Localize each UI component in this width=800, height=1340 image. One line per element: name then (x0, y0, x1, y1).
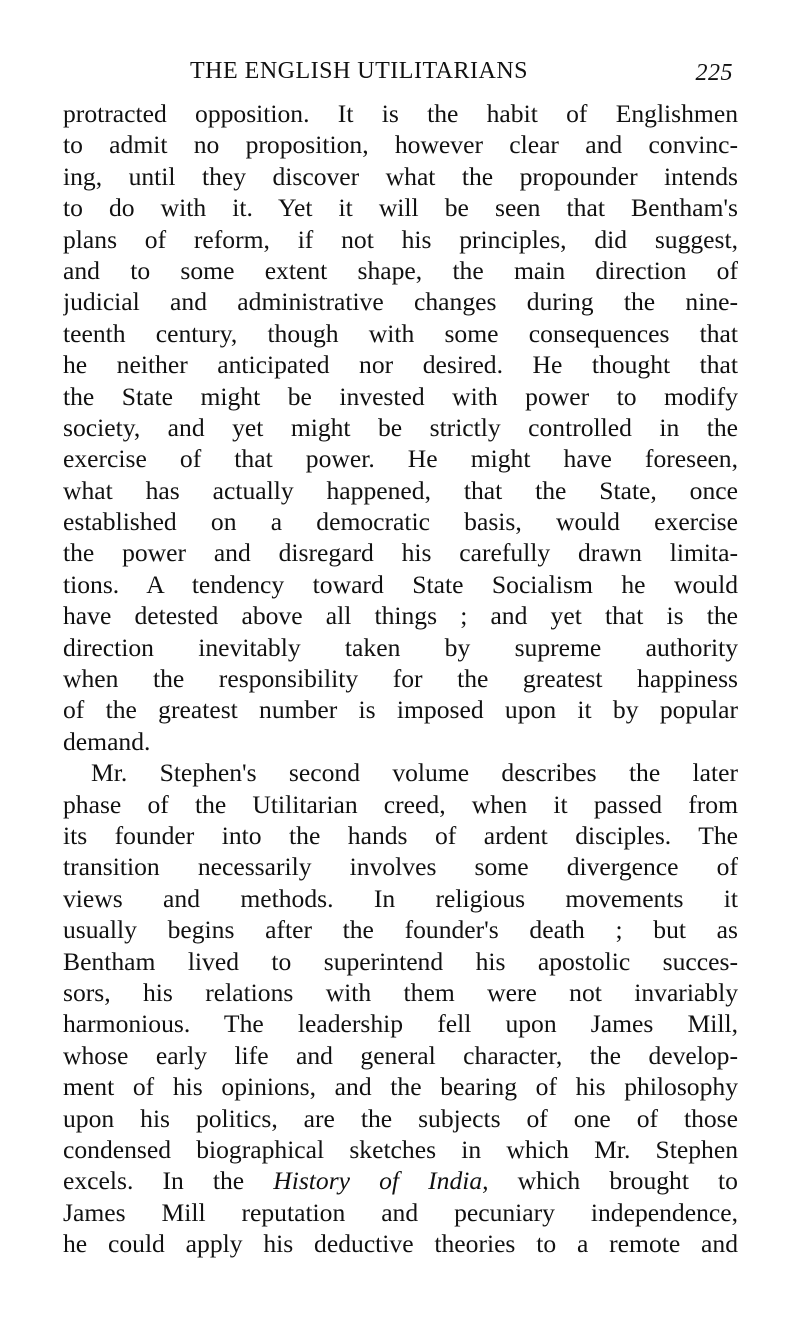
text-line: and to some extent shape, the main direction of (63, 255, 738, 285)
text-line: to admit no proposition, however clear and convinc- (63, 130, 738, 160)
text-line: he neither anticipated nor desired. He thought that (63, 350, 738, 380)
text-line: the power and disregard his carefully drawn limita- (63, 538, 738, 568)
text-line: to do with it. Yet it will be seen that Bentham's (63, 193, 738, 223)
paragraph-2 (63, 757, 738, 1259)
text-line: upon his politics, are the subjects of one of those (63, 1103, 738, 1133)
text-line: demand. (63, 726, 151, 756)
text-span: which brought to (488, 1166, 738, 1196)
text-line: harmonious. The leadership fell upon James Mill, (63, 1009, 738, 1039)
text-line: he could apply his deductive theories to a remote and (63, 1229, 738, 1259)
text-line: views and methods. In religious movements it (63, 883, 738, 913)
text-line: plans of reform, if not his principles, did suggest, (63, 224, 738, 254)
text-line: direction inevitably taken by supreme authority (63, 632, 738, 662)
book-title: History of India, (273, 1166, 489, 1196)
text-line-with-title (63, 1165, 738, 1196)
text-line: exercise of that power. He might have foreseen, (63, 444, 738, 474)
text-line: judicial and administrative changes during the nine- (63, 287, 738, 317)
text-line: have detested above all things ; and yet that is the (63, 601, 738, 631)
text-line: tions. A tendency toward State Socialism he would (63, 569, 738, 599)
text-line: ing, until they discover what the propounder intends (63, 161, 738, 191)
text-line: sors, his relations with them were not invariably (63, 977, 738, 1007)
text-line: teenth century, though with some consequences that (63, 318, 738, 348)
text-line: Mr. Stephen's second volume describes the later (91, 758, 738, 788)
text-line: when the responsibility for the greatest happiness (63, 664, 738, 694)
text-line: society, and yet might be strictly controlled in the (63, 412, 738, 442)
text-span: excels. In the (63, 1166, 274, 1196)
running-head (63, 54, 738, 98)
text-line: established on a democratic basis, would exercise (63, 507, 738, 537)
text-line: transition necessarily involves some divergence of (63, 852, 738, 882)
text-line: usually begins after the founder's death ; but as (63, 915, 738, 945)
text-line: phase of the Utilitarian creed, when it passed from (63, 789, 738, 819)
running-title: THE ENGLISH UTILITARIANS (190, 58, 529, 84)
text-line: James Mill reputation and pecuniary independence, (63, 1197, 738, 1227)
book-page (63, 54, 738, 1259)
text-line: the State might be invested with power to modify (63, 381, 738, 411)
text-line: Bentham lived to superintend his apostolic succes- (63, 946, 738, 976)
text-line: of the greatest number is imposed upon it by popular (63, 695, 738, 725)
text-line: whose early life and general character, the develop- (63, 1040, 738, 1070)
text-line: what has actually happened, that the State, once (63, 475, 738, 505)
text-line: its founder into the hands of ardent disciples. The (63, 820, 738, 850)
paragraph-1 (63, 98, 738, 757)
page-number: 225 (695, 60, 733, 86)
text-line: protracted opposition. It is the habit of Englishmen (63, 99, 738, 128)
text-line: ment of his opinions, and the bearing of his philosophy (63, 1072, 738, 1102)
text-line: condensed biographical sketches in which Mr. Stephen (63, 1134, 738, 1164)
